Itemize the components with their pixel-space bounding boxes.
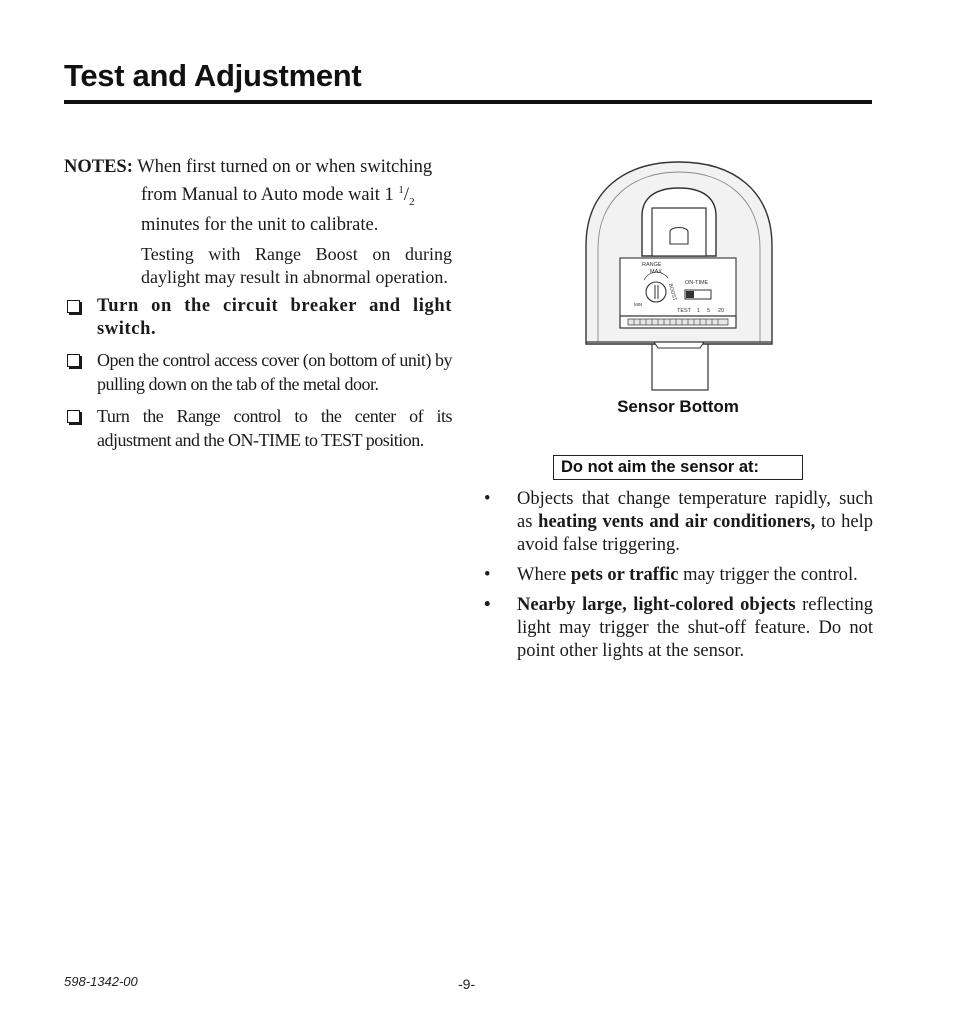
- notes-continuation: from Manual to Auto mode wait 1 $^1/_2$: [141, 184, 415, 208]
- fraction-denominator: 2: [409, 195, 415, 208]
- min-label: MIN: [634, 302, 643, 307]
- tick-1-label: 1: [697, 308, 701, 314]
- bullet-2-bold: pets or traffic: [570, 565, 679, 585]
- notes-block: [64, 156, 452, 289]
- tick-20-label: 20: [718, 308, 725, 314]
- bullet-3-post: reflecting light may trigger the shut-off feature. Do not point other lights at the sensor.: [517, 595, 874, 661]
- bullet-1-post: to help avoid false triggering.: [517, 512, 873, 555]
- tick-5-label: 5: [707, 308, 711, 314]
- bullet-1-pre: Objects that change temperature rapidly, such as: [517, 489, 873, 532]
- checkbox-icon: [67, 410, 80, 423]
- notes-first-text: When first turned on or when switching: [137, 157, 433, 177]
- page-title: Test and Adjustment: [64, 58, 362, 93]
- step-2-text: Open the control access cover (on bottom of unit) by pulling down on the tab of the metal door.: [97, 349, 452, 394]
- door-grip: [628, 319, 728, 325]
- sensor-lens-icon: [670, 228, 688, 245]
- notes-end: minutes for the unit to calibrate.: [141, 214, 379, 235]
- step-3-text: Turn the Range control to the center of its adjustment and the ON-TIME to TEST position.: [97, 405, 452, 450]
- notes-first-line: [64, 156, 452, 179]
- test-label: TEST: [677, 308, 692, 314]
- notes-label: NOTES:: [64, 157, 133, 177]
- range-knob[interactable]: [646, 282, 666, 302]
- step-1-text: Turn on the circuit breaker and light switch.: [97, 295, 452, 339]
- notes-cont-text: from Manual to Auto mode wait 1: [141, 185, 394, 206]
- bullet-1-bold: heating vents and air conditioners,: [538, 512, 816, 532]
- max-label: MAX: [650, 269, 662, 275]
- page-number: -9-: [458, 976, 476, 992]
- list-item: [484, 594, 873, 663]
- checkbox-icon: [67, 354, 80, 367]
- fraction-numerator: 1: [398, 184, 404, 196]
- range-label: RANGE: [642, 262, 662, 268]
- bullet-icon: •: [484, 489, 491, 509]
- document-code: 598-1342-00: [64, 974, 138, 989]
- bullet-icon: •: [484, 565, 491, 585]
- on-time-switch-thumb: [686, 291, 694, 298]
- list-item: [484, 488, 873, 557]
- door-tab[interactable]: [654, 342, 704, 348]
- warning-heading: Do not aim the sensor at:: [553, 455, 803, 480]
- instructions-column: [64, 156, 452, 453]
- notes-second: Testing with Range Boost on during daylight may result in abnormal operation.: [141, 243, 452, 287]
- step-3: [64, 405, 452, 453]
- on-time-label: ON-TIME: [685, 280, 709, 286]
- warning-list: [484, 488, 873, 670]
- boost-label: BOOST: [667, 282, 678, 302]
- bullet-3-bold: Nearby large, light-colored objects: [517, 595, 796, 615]
- bullet-2-post: may trigger the control.: [678, 565, 858, 585]
- step-2: [64, 349, 452, 397]
- step-1: [64, 295, 452, 341]
- list-item: [484, 564, 873, 587]
- sensor-bottom-illustration: [584, 156, 774, 392]
- bullet-2-pre: Where: [517, 565, 571, 585]
- figure-caption: Sensor Bottom: [617, 397, 739, 416]
- title-rule: [64, 100, 872, 104]
- bullet-icon: •: [484, 595, 491, 615]
- sensor-stem: [652, 342, 708, 390]
- checkbox-icon: [67, 300, 80, 313]
